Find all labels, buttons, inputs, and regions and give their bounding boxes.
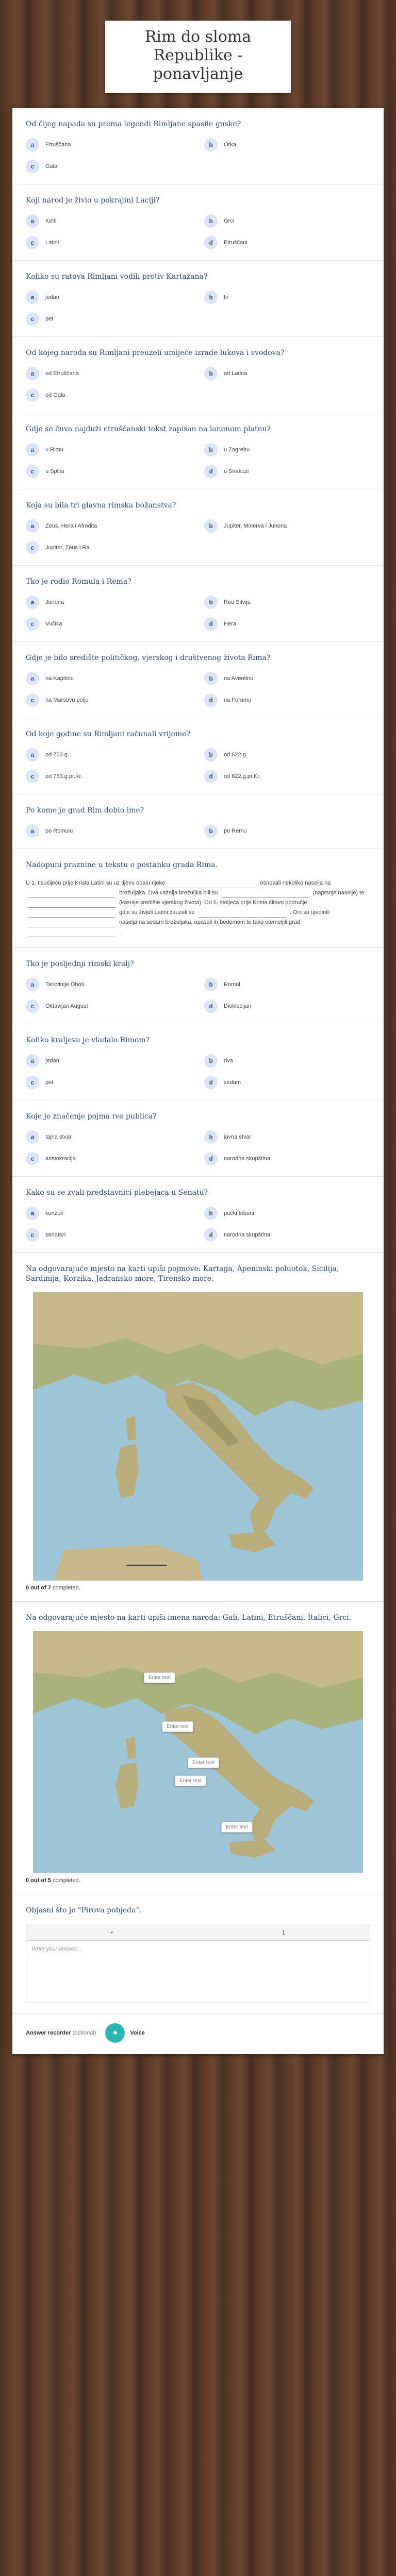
answer-option[interactable] bbox=[26, 366, 192, 381]
option-letter: d bbox=[204, 999, 218, 1013]
answer-option[interactable] bbox=[26, 159, 192, 174]
option-text: Hera bbox=[224, 621, 236, 627]
cloze-blank[interactable] bbox=[199, 910, 286, 918]
editor-toolbar bbox=[26, 1924, 370, 1941]
option-letter: c bbox=[26, 465, 39, 478]
option-text: jedan bbox=[45, 294, 59, 300]
option-text: od 622.g. bbox=[224, 752, 248, 758]
cloze-blank[interactable] bbox=[222, 891, 309, 898]
question-title: Nadopuni praznine u tekstu o postanku grada Rima. bbox=[26, 861, 218, 869]
answer-options bbox=[26, 671, 370, 707]
option-letter: b bbox=[204, 672, 218, 685]
option-letter: c bbox=[26, 236, 39, 249]
answer-option[interactable] bbox=[26, 388, 192, 402]
option-text: Junona bbox=[45, 599, 64, 605]
cloze-part: . bbox=[119, 929, 121, 935]
answer-options bbox=[26, 824, 370, 838]
essay-question bbox=[12, 1894, 384, 2014]
option-letter: d bbox=[204, 1228, 218, 1242]
question bbox=[12, 1024, 384, 1100]
option-text: Tarkvinije Oholi bbox=[45, 981, 84, 988]
voice-record-button[interactable] bbox=[105, 2023, 125, 2043]
worksheet-sheet bbox=[12, 108, 384, 2054]
answer-option[interactable] bbox=[26, 824, 192, 838]
option-letter: a bbox=[26, 978, 39, 991]
question-title: Objasni što je "Pirova pobjeda". bbox=[26, 1906, 142, 1914]
drop-field[interactable]: Enter text bbox=[188, 1757, 219, 1768]
option-letter: d bbox=[204, 770, 218, 783]
option-text: sedam bbox=[224, 1079, 241, 1086]
answer-options bbox=[26, 1206, 370, 1242]
answer-option[interactable] bbox=[26, 235, 192, 250]
question bbox=[12, 108, 384, 184]
option-text: na Aventinu bbox=[224, 675, 254, 682]
answer-option[interactable] bbox=[26, 464, 192, 479]
answer-option[interactable] bbox=[204, 977, 370, 992]
recorder-optional: (optional) bbox=[72, 2030, 96, 2036]
option-text: po Romulu bbox=[45, 828, 73, 834]
option-letter: a bbox=[26, 748, 39, 761]
answer-options bbox=[26, 748, 370, 784]
option-letter: a bbox=[26, 672, 39, 685]
italy-map-graphic bbox=[33, 1631, 363, 1873]
microphone-icon: ● bbox=[112, 2028, 118, 2037]
option-letter: c bbox=[26, 999, 39, 1013]
drop-field[interactable]: Enter text bbox=[144, 1672, 175, 1683]
question bbox=[12, 261, 384, 337]
answer-option[interactable] bbox=[204, 519, 370, 533]
option-text: Etruščana bbox=[45, 142, 71, 148]
answer-option[interactable] bbox=[26, 671, 192, 686]
question bbox=[12, 794, 384, 849]
question bbox=[12, 489, 384, 566]
question bbox=[12, 1177, 384, 1253]
option-text: narodna skupština bbox=[224, 1156, 270, 1162]
page-title: Rim do sloma Republike - ponavljanje bbox=[144, 28, 252, 83]
answer-option[interactable] bbox=[26, 1054, 192, 1068]
question-title: Koje je značenje pojma res publica? bbox=[26, 1112, 157, 1121]
answer-option[interactable] bbox=[26, 999, 192, 1013]
option-letter: b bbox=[204, 443, 218, 456]
option-text: pučki tribuni bbox=[224, 1210, 254, 1216]
answer-option[interactable] bbox=[26, 1228, 192, 1242]
cloze-blank[interactable] bbox=[28, 930, 116, 937]
status-suffix: completed. bbox=[51, 1585, 80, 1591]
answer-option[interactable] bbox=[204, 769, 370, 784]
option-text: od Gala bbox=[45, 392, 65, 398]
answer-option[interactable] bbox=[26, 540, 192, 555]
drop-field[interactable]: Enter text bbox=[221, 1822, 253, 1833]
answer-option[interactable] bbox=[204, 824, 370, 838]
answer-option[interactable] bbox=[204, 443, 370, 457]
option-letter: b bbox=[204, 1054, 218, 1067]
option-text: na Kapitolu bbox=[45, 675, 74, 682]
option-text: aristokracija bbox=[45, 1156, 76, 1162]
option-text: pet bbox=[45, 316, 54, 322]
option-letter: d bbox=[204, 236, 218, 249]
question bbox=[12, 1100, 384, 1177]
cloze-part: . Oni su ujedinili bbox=[289, 909, 330, 916]
answer-option[interactable] bbox=[26, 1206, 192, 1221]
option-letter: a bbox=[26, 519, 39, 533]
status-count: 0 out of 5 bbox=[26, 1877, 51, 1884]
option-text: Kelti bbox=[45, 218, 57, 224]
option-text: Jupiter, Minerva i Junona bbox=[224, 523, 287, 529]
option-letter: a bbox=[26, 824, 39, 838]
answer-option[interactable] bbox=[204, 366, 370, 381]
option-letter: a bbox=[26, 138, 39, 151]
cloze-part: osnovali nekoliko naselja na bbox=[260, 880, 331, 886]
option-letter: d bbox=[204, 1076, 218, 1089]
answer-option[interactable] bbox=[204, 235, 370, 250]
option-letter: d bbox=[204, 693, 218, 707]
question bbox=[12, 566, 384, 642]
option-text: Zeus, Hera i Afrodita bbox=[45, 523, 97, 529]
option-letter: d bbox=[204, 617, 218, 631]
answer-option[interactable] bbox=[204, 595, 370, 609]
answer-option[interactable] bbox=[26, 977, 192, 992]
question-title: Na odgovarajuće mjesto na karti upiši pojmove: Kartaga, Apeninski poluotok, Sicilija, Sardinija, Korzika, Jadransko more, Tirensko more. bbox=[26, 1265, 339, 1283]
answer-option[interactable] bbox=[204, 138, 370, 152]
option-letter: a bbox=[26, 596, 39, 609]
question-title: Od čijeg napada su prema legendi Rimljane spasile guske? bbox=[26, 120, 241, 128]
question bbox=[12, 642, 384, 718]
answer-option[interactable] bbox=[204, 748, 370, 762]
option-text: Latini bbox=[45, 240, 59, 246]
option-text: Rea Silvija bbox=[224, 599, 251, 605]
option-text: po Remu bbox=[224, 828, 247, 834]
option-text: od 753.g. bbox=[45, 752, 69, 758]
italy-map[interactable] bbox=[33, 1292, 363, 1581]
option-letter: c bbox=[26, 388, 39, 402]
answer-option[interactable] bbox=[26, 290, 192, 304]
multiple-choice-block bbox=[12, 108, 384, 849]
drop-field[interactable]: Enter text bbox=[175, 1775, 206, 1786]
drop-field[interactable]: Enter text bbox=[162, 1721, 193, 1732]
cloze-question bbox=[12, 849, 384, 948]
answer-option[interactable] bbox=[26, 214, 192, 228]
option-text: od 753.g.pr.Kr. bbox=[45, 773, 82, 779]
option-letter: c bbox=[26, 693, 39, 707]
question-title: Na odgovarajuće mjesto na karti upiši imena naroda: Gali, Latini, Etruščani, Italici, Grci. bbox=[26, 1614, 352, 1622]
cloze-blank[interactable] bbox=[28, 920, 116, 927]
answer-options bbox=[26, 977, 370, 1013]
answer-option[interactable] bbox=[204, 290, 370, 304]
map-status bbox=[26, 1877, 370, 1884]
italy-map-peoples bbox=[33, 1631, 363, 1873]
option-text: Etruščani bbox=[224, 240, 248, 246]
answer-option[interactable] bbox=[26, 769, 192, 784]
answer-option[interactable] bbox=[26, 519, 192, 533]
option-letter: c bbox=[26, 1228, 39, 1242]
option-text: Oktavijan August bbox=[45, 1003, 88, 1009]
option-text: Orka bbox=[224, 142, 236, 148]
cloze-blank[interactable] bbox=[28, 910, 116, 918]
cloze-text bbox=[26, 878, 370, 937]
option-text: pet bbox=[45, 1079, 54, 1086]
option-text: tri bbox=[224, 294, 229, 300]
option-letter: b bbox=[204, 138, 218, 151]
option-letter: b bbox=[204, 1130, 218, 1144]
italy-map-graphic bbox=[33, 1292, 363, 1581]
status-suffix: completed. bbox=[51, 1877, 80, 1884]
option-letter: c bbox=[26, 312, 39, 326]
answer-option[interactable] bbox=[26, 595, 192, 609]
option-letter: a bbox=[26, 1207, 39, 1220]
answer-options bbox=[26, 1054, 370, 1090]
answer-option[interactable] bbox=[204, 464, 370, 479]
answer-editor bbox=[26, 1924, 370, 2003]
recorder-label bbox=[26, 2030, 96, 2036]
question bbox=[12, 337, 384, 413]
question-title: Kako su se zvali predstavnici plebejaca u Senatu? bbox=[26, 1189, 208, 1197]
option-letter: d bbox=[204, 465, 218, 478]
answer-option[interactable] bbox=[26, 1075, 192, 1090]
option-text: od 622.g.pr.Kr. bbox=[224, 773, 261, 779]
option-letter: a bbox=[26, 443, 39, 456]
recorder-label-text: Answer recorder bbox=[26, 2030, 71, 2036]
answer-options bbox=[26, 1130, 370, 1166]
option-letter: b bbox=[204, 1207, 218, 1220]
option-text: tajna stvar bbox=[45, 1134, 72, 1140]
cloze-part: gdje su živjeli Latini zauzeli su bbox=[119, 909, 195, 916]
option-letter: b bbox=[204, 978, 218, 991]
option-letter: c bbox=[26, 1152, 39, 1165]
answer-option[interactable] bbox=[204, 1228, 370, 1242]
option-text: senatori bbox=[45, 1232, 66, 1238]
option-letter: b bbox=[204, 824, 218, 838]
answer-recorder bbox=[12, 2014, 384, 2054]
answer-option[interactable] bbox=[26, 1151, 192, 1166]
option-text: u Splitu bbox=[45, 468, 64, 474]
question-title: Gdje je bilo središte političkog, vjerskog i društvenog života Rima? bbox=[26, 654, 271, 662]
map-status bbox=[26, 1585, 370, 1591]
option-text: Dioklecijan bbox=[224, 1003, 252, 1009]
question-title: Tko je rodio Romula i Rema? bbox=[26, 578, 131, 586]
question bbox=[12, 184, 384, 261]
option-text: dva bbox=[224, 1058, 233, 1064]
question-title: Po kome je grad Rim dobio ime? bbox=[26, 806, 144, 815]
cloze-blank[interactable] bbox=[28, 891, 116, 898]
answer-option[interactable] bbox=[204, 999, 370, 1013]
answer-option[interactable] bbox=[204, 671, 370, 686]
cloze-blank[interactable] bbox=[28, 901, 116, 908]
answer-option[interactable] bbox=[204, 1151, 370, 1166]
option-letter: b bbox=[204, 214, 218, 228]
option-letter: b bbox=[204, 596, 218, 609]
option-letter: b bbox=[204, 367, 218, 380]
question-title: Od kojeg naroda su Rimljani preuzeli umijeće izrade lukova i svodova? bbox=[26, 349, 285, 357]
option-text: Vučica bbox=[45, 621, 62, 627]
answer-option[interactable] bbox=[26, 693, 192, 707]
answer-option[interactable] bbox=[204, 1206, 370, 1221]
option-letter: a bbox=[26, 1130, 39, 1144]
option-text: Gala bbox=[45, 163, 58, 170]
numbered-list-button[interactable]: 1 bbox=[282, 1928, 286, 1936]
question-title: Tko je posljednji rimski kralj? bbox=[26, 960, 134, 968]
cloze-part: (naprsnje naselje) te bbox=[312, 890, 365, 896]
question-title: Koliko su ratova Rimljani vodili protiv Kartažana? bbox=[26, 273, 208, 281]
cloze-blank[interactable] bbox=[169, 881, 256, 888]
answer-option[interactable] bbox=[204, 1075, 370, 1090]
option-text: jedan bbox=[45, 1058, 59, 1064]
option-letter: c bbox=[26, 541, 39, 554]
answer-options bbox=[26, 519, 370, 555]
question-title: Koji narod je živio u pokrajini Laciji? bbox=[26, 196, 160, 205]
option-text: Romul bbox=[224, 981, 240, 988]
answer-options bbox=[26, 290, 370, 326]
title-card bbox=[105, 21, 291, 93]
option-letter: b bbox=[204, 748, 218, 761]
option-text: na Forumu bbox=[224, 697, 252, 703]
question-title: Od koje godine su Rimljani računali vrijeme? bbox=[26, 730, 190, 738]
answer-options bbox=[26, 138, 370, 174]
option-letter: b bbox=[204, 291, 218, 304]
option-text: Grci bbox=[224, 218, 235, 224]
option-text: javna stvar bbox=[224, 1134, 252, 1140]
answer-option[interactable] bbox=[26, 1130, 192, 1144]
question-title: Koja su bila tri glavna rimska božanstva? bbox=[26, 501, 176, 510]
option-text: u Rimu bbox=[45, 447, 63, 453]
answer-options bbox=[26, 214, 370, 250]
answer-option[interactable] bbox=[204, 617, 370, 631]
option-letter: a bbox=[26, 367, 39, 380]
cloze-part: U 1. tisućljeću prije Krista Latini su uz tijevu obalu rijeke bbox=[26, 880, 166, 886]
answer-textarea[interactable]: Write your answer... bbox=[31, 1946, 82, 1952]
answer-option[interactable] bbox=[26, 748, 192, 762]
answer-option[interactable] bbox=[26, 138, 192, 152]
cloze-part: (kasnije središte vjerskog života). Od 6. stoljeća prije Krista čitavo područje bbox=[119, 900, 307, 906]
map-question-2 bbox=[12, 1602, 384, 1894]
answer-option[interactable] bbox=[26, 443, 192, 457]
option-letter: b bbox=[204, 519, 218, 533]
answer-option[interactable] bbox=[204, 693, 370, 707]
answer-option[interactable] bbox=[204, 214, 370, 228]
option-letter: c bbox=[26, 160, 39, 173]
option-letter: d bbox=[204, 1152, 218, 1165]
answer-option[interactable] bbox=[204, 1054, 370, 1068]
answer-options bbox=[26, 595, 370, 631]
option-text: od Etruščana bbox=[45, 370, 79, 377]
multiple-choice-block bbox=[12, 948, 384, 1253]
status-count: 0 out of 7 bbox=[26, 1585, 51, 1591]
question bbox=[12, 413, 384, 489]
question bbox=[12, 948, 384, 1024]
option-letter: c bbox=[26, 1076, 39, 1089]
answer-option[interactable] bbox=[26, 617, 192, 631]
answer-option[interactable] bbox=[204, 1130, 370, 1144]
bullet-list-button[interactable]: • bbox=[110, 1928, 113, 1936]
option-text: konzuli bbox=[45, 1210, 63, 1216]
voice-label: Voice bbox=[130, 2030, 145, 2036]
option-text: u Zagrebu bbox=[224, 447, 250, 453]
map-question-1 bbox=[12, 1253, 384, 1602]
question-title: Koliko kraljeva je vladalo Rimom? bbox=[26, 1036, 150, 1044]
option-text: u Sirakuzi bbox=[224, 468, 249, 474]
question bbox=[12, 718, 384, 794]
cloze-part: naselja na sedam brežuljaka, opasali ih bedemom te tako utemeljili grad bbox=[119, 919, 301, 925]
option-letter: c bbox=[26, 617, 39, 631]
option-text: na Marsovu polju bbox=[45, 697, 89, 703]
option-text: narodna skupština bbox=[224, 1232, 270, 1238]
option-letter: c bbox=[26, 770, 39, 783]
answer-options bbox=[26, 366, 370, 402]
cloze-part: brežuljaka. Dva važnija brežuljka bili su bbox=[119, 890, 218, 896]
option-letter: a bbox=[26, 291, 39, 304]
option-letter: a bbox=[26, 214, 39, 228]
answer-options bbox=[26, 443, 370, 479]
answer-option[interactable] bbox=[26, 312, 192, 326]
question-title: Gdje se čuva najduži etruščanski tekst zapisan na lanenom platnu? bbox=[26, 425, 271, 433]
option-text: Jupiter, Zeus i Ra bbox=[45, 545, 90, 551]
option-letter: a bbox=[26, 1054, 39, 1067]
option-text: od Latina bbox=[224, 370, 248, 377]
